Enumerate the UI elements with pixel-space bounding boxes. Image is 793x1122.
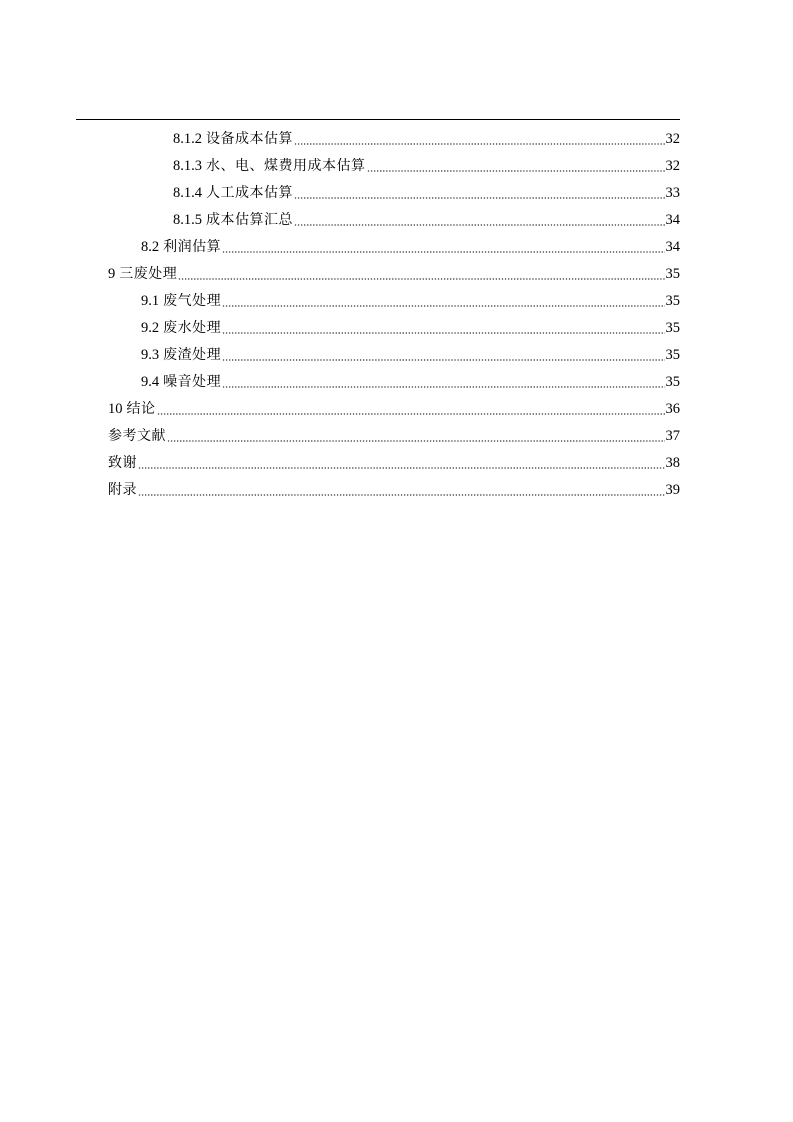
toc-section-number: 10 bbox=[108, 401, 123, 417]
toc-section-number: 8.1.4 bbox=[173, 185, 202, 201]
toc-dot-leader bbox=[222, 359, 664, 361]
toc-entry[interactable] bbox=[108, 418, 680, 445]
toc-section-title: 致谢 bbox=[108, 455, 137, 471]
toc-page-number: 39 bbox=[665, 482, 680, 498]
toc-section-number: 9.2 bbox=[141, 320, 160, 336]
toc-page-number: 35 bbox=[665, 374, 680, 390]
toc-dot-leader bbox=[138, 467, 665, 469]
toc-section-title: 废水处理 bbox=[163, 320, 222, 336]
toc-section-number: 9 bbox=[108, 266, 116, 282]
toc-dot-leader bbox=[167, 440, 665, 442]
toc-page-number: 35 bbox=[665, 320, 680, 336]
toc-entry[interactable] bbox=[108, 445, 680, 472]
toc-entry[interactable] bbox=[173, 175, 680, 202]
toc-entry[interactable] bbox=[141, 283, 680, 310]
toc-section-number: 9.3 bbox=[141, 347, 160, 363]
toc-section-title: 废渣处理 bbox=[163, 347, 222, 363]
toc-dot-leader bbox=[294, 197, 665, 199]
toc-entry[interactable] bbox=[141, 337, 680, 364]
toc-page-number: 35 bbox=[665, 293, 680, 309]
toc-section-title: 附录 bbox=[108, 482, 137, 498]
toc-dot-leader bbox=[157, 413, 665, 415]
toc-dot-leader bbox=[138, 494, 665, 496]
toc-page-number: 35 bbox=[665, 266, 680, 282]
toc-page-number: 33 bbox=[665, 185, 680, 201]
toc-section-number: 8.1.3 bbox=[173, 158, 202, 174]
toc-page-number: 35 bbox=[665, 347, 680, 363]
toc-entry[interactable] bbox=[141, 229, 680, 256]
toc-page-number: 34 bbox=[665, 212, 680, 228]
toc-section-number: 8.1.2 bbox=[173, 131, 202, 147]
toc-entry[interactable] bbox=[173, 121, 680, 148]
toc-section-number: 9.1 bbox=[141, 293, 160, 309]
toc-section-number: 9.4 bbox=[141, 374, 160, 390]
toc-section-number: 8.2 bbox=[141, 239, 160, 255]
toc-dot-leader bbox=[222, 305, 664, 307]
toc-page-number: 36 bbox=[665, 401, 680, 417]
toc-section-number: 8.1.5 bbox=[173, 212, 202, 228]
toc-dot-leader bbox=[294, 224, 665, 226]
toc-entry[interactable] bbox=[108, 391, 680, 418]
toc-dot-leader bbox=[178, 278, 664, 280]
toc-page-number: 32 bbox=[665, 158, 680, 174]
toc-dot-leader bbox=[294, 143, 665, 145]
toc-page-number: 37 bbox=[665, 428, 680, 444]
toc-entry[interactable] bbox=[108, 256, 680, 283]
toc-section-title: 利润估算 bbox=[163, 239, 222, 255]
toc-entry[interactable] bbox=[173, 202, 680, 229]
toc-page-number: 38 bbox=[665, 455, 680, 471]
toc-section-title: 水、电、煤费用成本估算 bbox=[206, 158, 366, 174]
toc-entry[interactable] bbox=[108, 472, 680, 499]
toc-page-number: 32 bbox=[665, 131, 680, 147]
toc-entry[interactable] bbox=[141, 310, 680, 337]
toc-page-number: 34 bbox=[665, 239, 680, 255]
toc-section-title: 成本估算汇总 bbox=[206, 212, 293, 228]
toc-section-title: 人工成本估算 bbox=[206, 185, 293, 201]
toc-section-title: 废气处理 bbox=[163, 293, 222, 309]
toc-section-title: 设备成本估算 bbox=[206, 131, 293, 147]
toc-section-title: 结论 bbox=[126, 401, 156, 417]
toc-dot-leader bbox=[222, 332, 664, 334]
header-rule bbox=[76, 119, 680, 120]
toc-section-title: 参考文献 bbox=[108, 428, 166, 444]
toc-dot-leader bbox=[367, 170, 665, 172]
toc-entry[interactable] bbox=[141, 364, 680, 391]
toc-dot-leader bbox=[222, 386, 664, 388]
toc-section-title: 噪音处理 bbox=[163, 374, 222, 390]
toc-dot-leader bbox=[222, 251, 664, 253]
toc-entry[interactable] bbox=[173, 148, 680, 175]
toc-section-title: 三废处理 bbox=[119, 266, 178, 282]
